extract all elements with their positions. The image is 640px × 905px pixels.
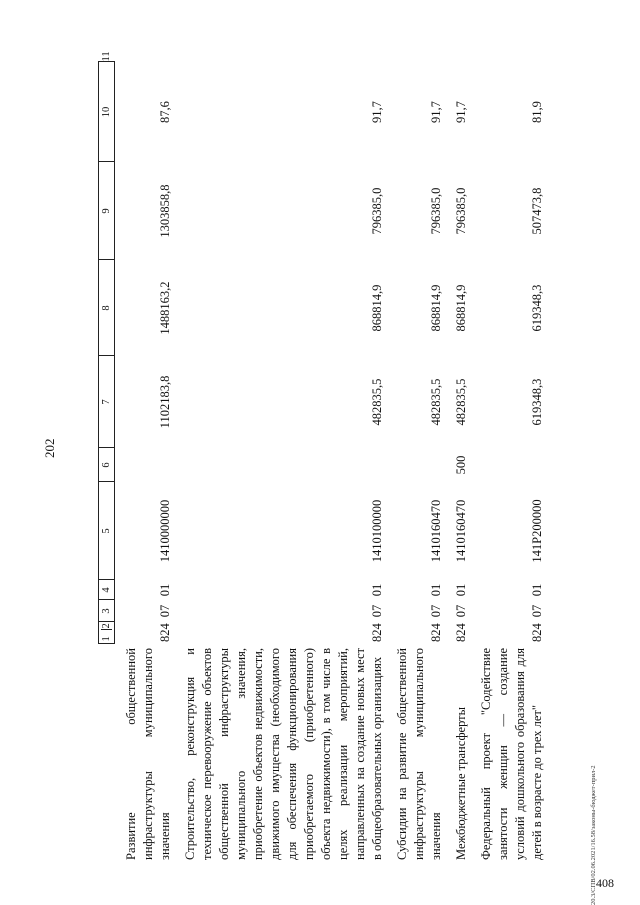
cell-c6: 1410160470: [428, 499, 443, 563]
cell-c5: 01: [157, 583, 172, 597]
cell-c4: 07: [157, 604, 172, 618]
table-row: [386, 62, 445, 862]
cell-c5: 01: [453, 583, 468, 597]
col-header-8: 8: [99, 260, 115, 356]
col-header-1-visible: 1: [101, 629, 112, 643]
cell-c8: 482835,5: [428, 378, 443, 426]
row-name: Субсидии на развитие общественной инфраструктуры муниципального значения: [394, 648, 443, 860]
cell-c10: 507473,8: [529, 187, 544, 235]
header-row: 1 2 3 4 5 6 7 8 9 10 11: [99, 62, 115, 862]
cell-c9: 868814,9: [369, 284, 384, 332]
cell-c8: 482835,5: [369, 378, 384, 426]
col-header-7: 7: [99, 356, 115, 448]
cell-c7: [386, 448, 445, 482]
cell-c4: 07: [428, 604, 443, 618]
cell-c11: 91,7: [369, 101, 384, 123]
row-name: Федеральный проект "Содействие занятости женщин — создание условий дошкольного образования для детей в возрасте до трех лет": [478, 648, 544, 860]
row-name: Развитие общественной инфраструктуры муниципального значения: [123, 648, 172, 860]
cell-c11: 81,9: [529, 101, 544, 123]
cell-c10: 1303858,8: [157, 184, 172, 238]
cell-c11: 91,7: [428, 101, 443, 123]
col-header-6: 6: [99, 448, 115, 482]
row-name: Межбюджетные трансферты: [453, 706, 468, 860]
sheet-number: 408: [596, 876, 614, 890]
cell-c7: [115, 448, 174, 482]
cell-c6: 1410160470: [453, 499, 468, 563]
table-row: [174, 62, 386, 862]
cell-c9: 619348,3: [529, 284, 544, 332]
cell-c11: 87,6: [157, 101, 172, 123]
cell-c6: 1410000000: [157, 499, 172, 563]
budget-table: [98, 51, 546, 863]
cell-c11: 91,7: [453, 101, 468, 123]
table-row: [470, 62, 546, 862]
cell-c10: 796385,0: [428, 187, 443, 235]
cell-c3: 824: [157, 623, 172, 642]
cell-c5: 01: [369, 583, 384, 597]
footer-code: 20.3/СПВ/02.06.2021/16.58/законы-бюджет-прил-2: [590, 765, 597, 905]
col-header-5: 5: [99, 482, 115, 580]
cell-c5: 01: [529, 583, 544, 597]
cell-c9: 868814,9: [453, 284, 468, 332]
cell-c8: 1102183,8: [157, 375, 172, 429]
table-row: [115, 62, 174, 862]
cell-c6: 141P200000: [529, 499, 544, 563]
col-header-3: 3: [99, 600, 115, 622]
cell-c10: 796385,0: [369, 187, 384, 235]
cell-c3: 824: [428, 623, 443, 642]
col-header-10: 10: [99, 62, 115, 162]
col-header-2: [99, 622, 115, 644]
col-header-4: 4: [99, 580, 115, 600]
budget-table-rotated: [98, 51, 618, 862]
cell-c6: 1410100000: [369, 499, 384, 563]
cell-c7: [174, 448, 386, 482]
cell-c9: 868814,9: [428, 284, 443, 332]
cell-c4: 07: [453, 604, 468, 618]
cell-c3: 824: [453, 623, 468, 642]
cell-c8: 619348,3: [529, 378, 544, 426]
cell-c7: 500: [453, 455, 468, 475]
cell-c3: 824: [529, 623, 544, 642]
row-name: Строительство, реконструкция и техническое перевооружение объектов общественной инфраструктуры муниципального значения, приобретение объектов недвижимости, движимого имущества (необходимого для обеспечения функционирования приобретаемого (приобретенного) объекта недвижимости), в том числе в целях реализации мероприятий, направленных на создание новых мест в общеобразовательных организациях: [182, 648, 384, 860]
page-number: 202: [42, 438, 57, 458]
cell-c4: 07: [369, 604, 384, 618]
cell-c4: 07: [529, 604, 544, 618]
cell-c10: 796385,0: [453, 187, 468, 235]
cell-c9: 1488163,2: [157, 281, 172, 335]
table-row: [445, 62, 470, 862]
col-header-2-label: 2: [101, 623, 112, 629]
cell-c8: 482835,5: [453, 378, 468, 426]
col-header-9: 9: [99, 162, 115, 260]
cell-c3: 824: [369, 623, 384, 642]
cell-c5: 01: [428, 583, 443, 597]
cell-c7: [470, 448, 546, 482]
